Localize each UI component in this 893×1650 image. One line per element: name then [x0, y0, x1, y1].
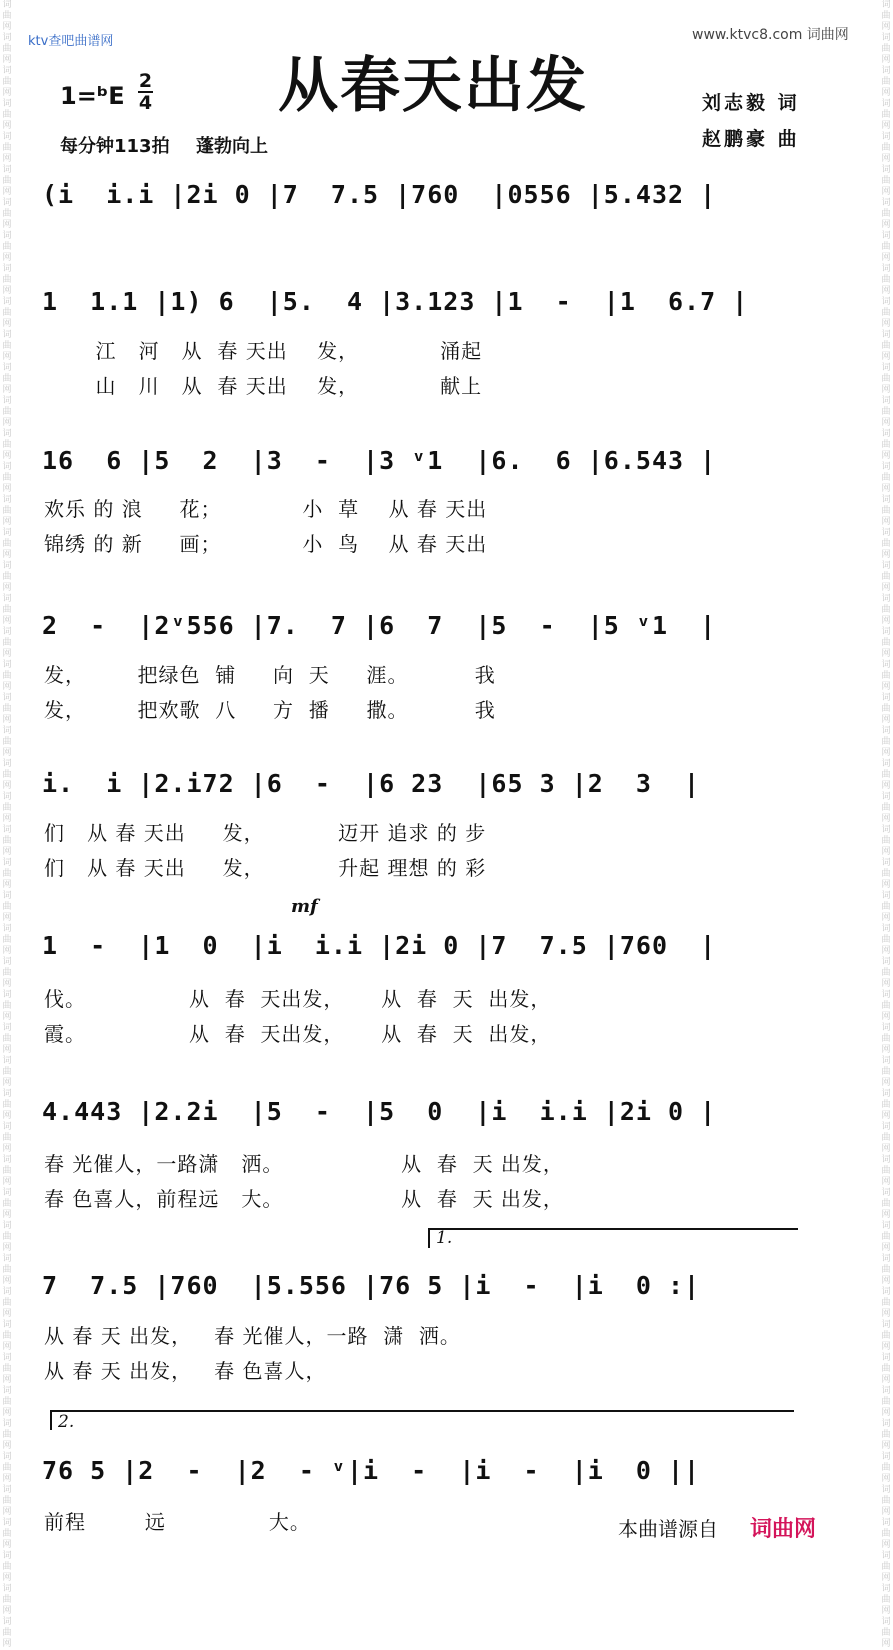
second-ending-label: 2. — [58, 1412, 75, 1432]
first-ending-bracket — [428, 1228, 798, 1248]
watermark-top-right: www.ktvc8.com 词曲网 — [692, 27, 849, 43]
lyric-line-4-verse-2: 发， 把欢歌 八 方 播 撒。 我 — [44, 698, 496, 722]
lyric-line-5-verse-2: 们 从 春 天出 发， 升起 理想 的 彩 — [44, 856, 487, 880]
composer-credit: 赵鹏豪 曲 — [702, 128, 800, 150]
second-ending-bracket — [50, 1410, 794, 1430]
first-ending-label: 1. — [436, 1228, 453, 1248]
lyric-line-3-verse-1: 欢乐 的 浪 花； 小 草 从 春 天出 — [44, 497, 488, 521]
lyric-line-9-verse-1: 前程 远 大。 — [44, 1510, 311, 1534]
watermark-top-left: ktv查吧曲谱网 — [28, 34, 114, 49]
tempo-marking: 每分钟113拍 — [60, 136, 170, 157]
staff-line-6: 1 - |1 0 |i i.i |2i 0 |7 7.5 |760 | — [42, 931, 717, 960]
staff-line-2: 1 1.1 |1) 6 |5. 4 |3.123 |1 - |1 6.7 | — [42, 287, 749, 316]
staff-line-5: i. i |2.i72 |6 - |6 23 |65 3 |2 3 | — [42, 769, 701, 798]
staff-line-3: 16 6 |5 2 |3 - |3 ᵛ1 |6. 6 |6.543 | — [42, 446, 717, 475]
staff-line-9: 76 5 |2 - |2 - ᵛ|i - |i - |i 0 || — [42, 1456, 701, 1485]
lyric-line-2-verse-1: 江 河 从 春 天出 发， 涌起 — [44, 339, 483, 363]
lyric-line-5-verse-1: 们 从 春 天出 发， 迈开 追求 的 步 — [44, 821, 487, 845]
lyric-line-8-verse-1: 从 春 天 出发， 春 光催人，一路 潇 洒。 — [44, 1324, 461, 1348]
lyric-line-7-verse-2: 春 色喜人，前程远 大。 从 春 天 出发， — [44, 1187, 564, 1211]
staff-line-8: 7 7.5 |760 |5.556 |76 5 |i - |i 0 :| — [42, 1271, 701, 1300]
side-watermark-left: 词曲网词曲网词曲网词曲网词曲网词曲网词曲网词曲网词曲网词曲网词曲网词曲网词曲网词曲网词曲网词曲网词曲网词曲网词曲网词曲网词曲网词曲网词曲网词曲网词曲网词曲网词曲网词曲网词曲网词曲网词曲网词曲网词曲网词曲网词曲网词曲网词曲网词曲网词曲网词曲网词曲网词曲网词曲网词曲网词曲网词曲网词曲网词曲网词曲网词曲网 — [2, 0, 12, 1649]
lyricist-credit: 刘志毅 词 — [702, 92, 800, 114]
song-title: 从春天出发 — [278, 51, 588, 121]
staff-line-1: (i i.i |2i 0 |7 7.5 |760 |0556 |5.432 | — [42, 180, 717, 209]
lyric-line-6-verse-2: 霞。 从 春 天出发， 从 春 天 出发， — [44, 1022, 552, 1046]
dynamic-mf: mf — [291, 896, 318, 917]
source-label: 本曲谱源自 — [618, 1517, 718, 1541]
meter-bottom: 4 — [138, 92, 153, 114]
key-signature: 1=ᵇE — [60, 82, 125, 110]
meter-top: 2 — [138, 70, 153, 92]
lyric-line-3-verse-2: 锦绣 的 新 画； 小 鸟 从 春 天出 — [44, 532, 488, 556]
source-site-link[interactable]: 词曲网 — [750, 1517, 817, 1542]
staff-line-4: 2 - |2ᵛ556 |7. 7 |6 7 |5 - |5 ᵛ1 | — [42, 611, 717, 640]
lyric-line-7-verse-1: 春 光催人，一路潇 洒。 从 春 天 出发， — [44, 1152, 564, 1176]
staff-line-7: 4.443 |2.2i |5 - |5 0 |i i.i |2i 0 | — [42, 1097, 717, 1126]
time-signature — [138, 72, 153, 112]
lyric-line-6-verse-1: 伐。 从 春 天出发， 从 春 天 出发， — [44, 987, 552, 1011]
side-watermark-right: 词曲网词曲网词曲网词曲网词曲网词曲网词曲网词曲网词曲网词曲网词曲网词曲网词曲网词曲网词曲网词曲网词曲网词曲网词曲网词曲网词曲网词曲网词曲网词曲网词曲网词曲网词曲网词曲网词曲网词曲网词曲网词曲网词曲网词曲网词曲网词曲网词曲网词曲网词曲网词曲网词曲网词曲网词曲网词曲网词曲网词曲网词曲网词曲网词曲网词曲网 — [881, 0, 891, 1649]
mood-marking: 蓬勃向上 — [196, 136, 268, 157]
lyric-line-4-verse-1: 发， 把绿色 铺 向 天 涯。 我 — [44, 663, 496, 687]
lyric-line-8-verse-2: 从 春 天 出发， 春 色喜人， — [44, 1359, 327, 1383]
lyric-line-2-verse-2: 山 川 从 春 天出 发， 献上 — [44, 374, 483, 398]
